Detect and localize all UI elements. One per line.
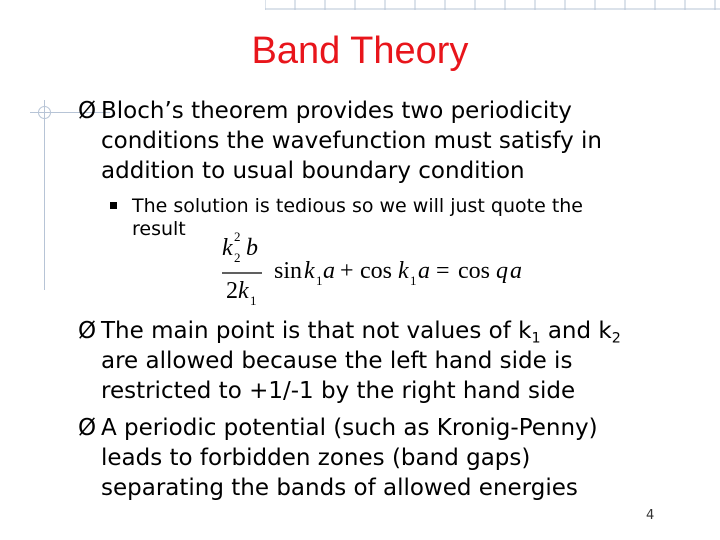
eq-numerator-superscript: 2 — [234, 229, 241, 244]
bullet-text — [101, 316, 621, 406]
bullet-line: are allowed because the left hand side is — [101, 348, 573, 374]
subscript: 2 — [611, 330, 621, 347]
eq-cos: cos — [458, 258, 490, 284]
bullet-line — [101, 316, 621, 346]
eq-numerator-subscript: 2 — [234, 250, 241, 265]
bullet-text — [101, 96, 602, 186]
eq-cos: cos — [360, 258, 392, 284]
eq-q: q — [496, 258, 508, 284]
page-number: 4 — [646, 508, 655, 523]
eq-subscript: 1 — [316, 273, 323, 288]
eq-a: a — [418, 258, 430, 284]
bullet-line-part: and k — [540, 318, 612, 344]
decorative-circle — [38, 106, 51, 119]
bullet-line-part: The main point is that not values of k — [101, 318, 532, 344]
arrow-bullet-icon: Ø — [78, 415, 97, 441]
bullet-line: addition to usual boundary condition — [101, 158, 525, 184]
eq-numerator-b: b — [246, 235, 258, 261]
bullet-line: conditions the wavefunction must satisfy in — [101, 128, 602, 154]
bullet-text — [101, 413, 598, 503]
sub-bullet-line: result — [132, 218, 186, 240]
decorative-grid — [265, 0, 720, 10]
sub-bullet-line: The solution is tedious so we will just quote the — [132, 195, 583, 217]
bullet-line: A periodic potential (such as Kronig-Penny) — [101, 415, 598, 441]
eq-equals: = — [436, 258, 450, 284]
bullet-line: separating the bands of allowed energies — [101, 475, 578, 501]
slide-title: Band Theory — [251, 30, 469, 72]
arrow-bullet-icon: Ø — [78, 98, 97, 124]
eq-a: a — [510, 258, 522, 284]
eq-denominator-two: 2 — [226, 278, 238, 304]
eq-k: k — [398, 258, 409, 284]
eq-denominator-subscript: 1 — [250, 293, 257, 308]
eq-plus: + — [340, 258, 354, 284]
eq-denominator-k: k — [238, 278, 249, 304]
bullet-line: restricted to +1/-1 by the right hand side — [101, 378, 576, 404]
square-bullet-icon — [110, 202, 117, 209]
eq-a: a — [323, 258, 335, 284]
subscript: 1 — [531, 330, 541, 347]
bullet-line: Bloch’s theorem provides two periodicity — [101, 98, 572, 124]
kronig-penney-equation — [222, 228, 542, 308]
arrow-bullet-icon: Ø — [78, 318, 97, 344]
bullet-line: leads to forbidden zones (band gaps) — [101, 445, 531, 471]
eq-sin: sin — [274, 258, 303, 284]
decorative-vertical-line — [44, 100, 45, 290]
eq-k: k — [304, 258, 315, 284]
eq-subscript: 1 — [410, 273, 417, 288]
eq-numerator-k: k — [222, 235, 233, 261]
